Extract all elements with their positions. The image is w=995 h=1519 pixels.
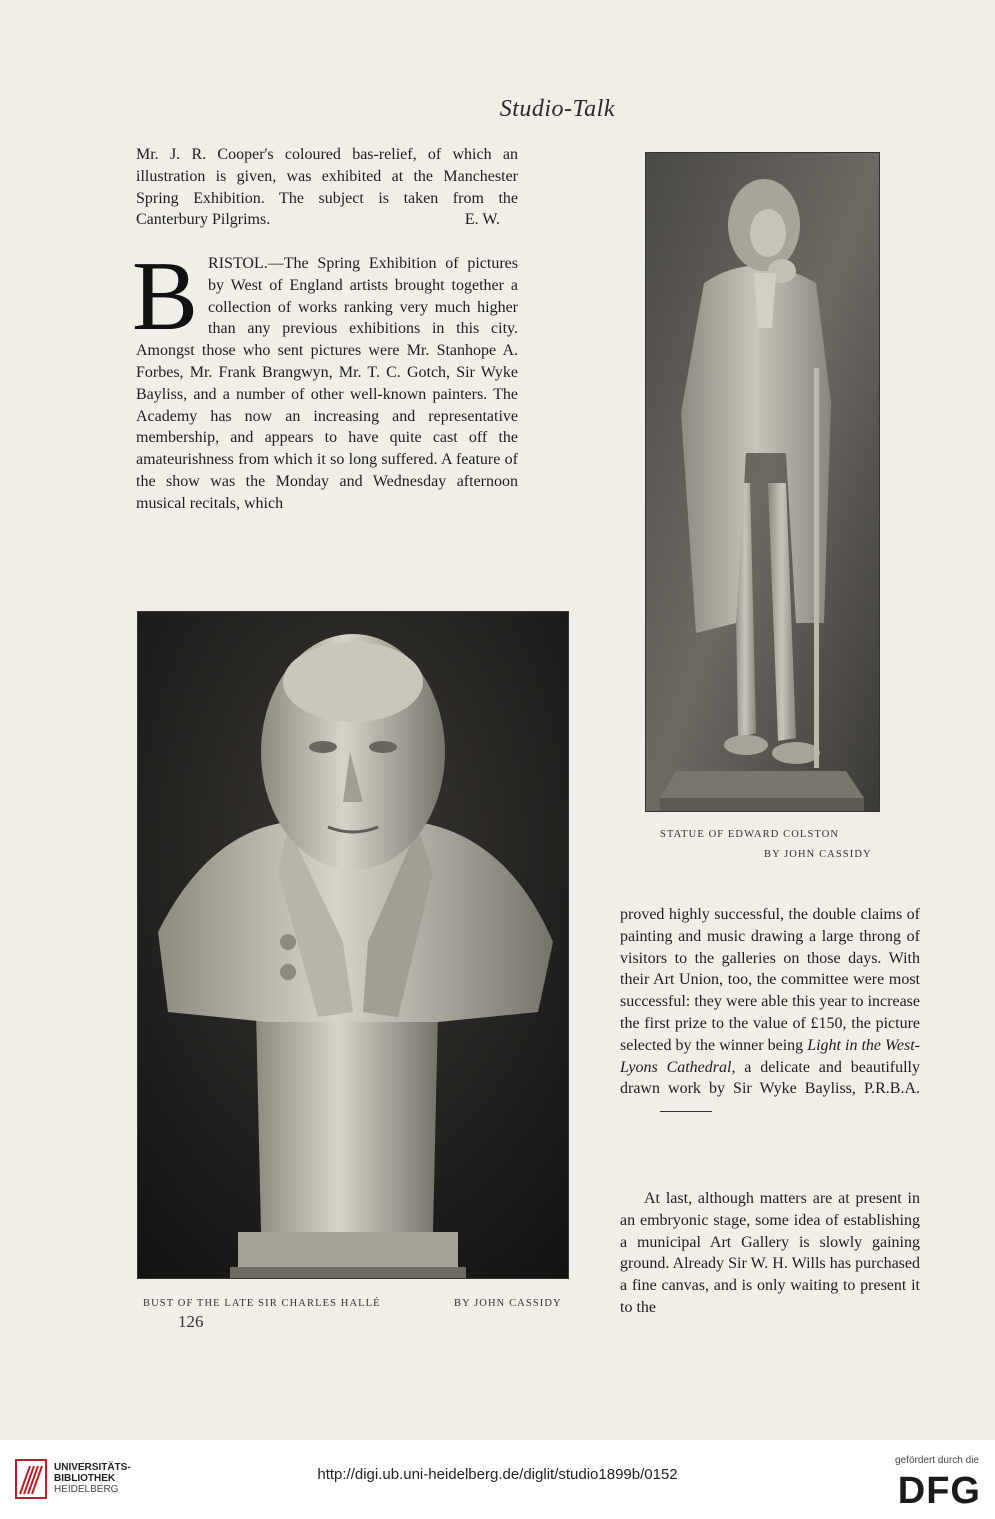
page-number: 126 [178,1312,204,1331]
paragraph-cooper [136,144,518,231]
paragraph-text: proved highly successful, the double claims of painting and music drawing a large throng of visitors to the galleries on those days. With their Art Union, too, the committee were most successful: they were able this year to increase the first prize to the value of £150, the picture selected by the winner being [620,906,920,1054]
dfg-logo: DFG [897,1470,981,1512]
paragraph-bristol [132,242,518,515]
paragraph-text: At last, although matters are at present in an embryonic stage, some idea of establishing a municipal Art Gallery is slowly gaining ground. Already Sir W. H. Wills has purchased a fine canvas, and is only waiting to present it to the [620,1190,920,1316]
statue-photograph [645,152,880,812]
bust-caption-title: BUST OF THE LATE SIR CHARLES HALLÉ [143,1298,381,1309]
running-header: Studio-Talk [499,96,615,122]
library-line-3: HEIDELBERG [54,1484,119,1495]
paragraph-art-union [620,904,920,1122]
paragraph-text: Mr. J. R. Cooper's coloured bas-relief, of which an illustration is given, was exhibited at the Manchester Spring Exhibition. The subject is taken from the Canterbury Pilgrims. [136,146,518,229]
library-line-2: BIBLIOTHEK [54,1473,116,1484]
paragraph-text: RISTOL.—The Spring Exhibition of pictures by West of England artists brought together a collection of works ranking very much higher than any previous exhibitions in this city. Amongst those who sent pictures were Mr. Stanhope A. Forbes, Mr. Frank Brangwyn, Mr. T. C. Gotch, Sir Wyke Bayliss, and a number of other well-known painters. The Academy has now an increasing and representative membership, and appears to have quite cast off the amateurishness from which it so long suffered. A feature of the show was the Monday and Wednesday afternoon musical recitals, which [136,255,518,512]
paragraph-text-cont: , a delicate and beautifully drawn work by Sir Wyke Bayliss, P.R.B.A. [620,1058,921,1098]
paragraph-municipal-gallery [620,1188,920,1319]
bust-caption-artist: BY JOHN CASSIDY [454,1298,562,1309]
funding-note: gefördert durch die [895,1455,979,1466]
author-signature: E. W. [464,211,500,229]
statue-caption-title: STATUE OF EDWARD COLSTON [660,829,840,840]
statue-caption-artist: BY JOHN CASSIDY [764,849,872,860]
statue-image [646,153,879,811]
section-rule [660,1111,712,1112]
bust-photograph [137,611,569,1279]
drop-cap: B [132,242,199,351]
library-line-1: UNIVERSITÄTS- [54,1462,131,1473]
bust-image [138,612,568,1278]
artwork-title: Light in the West-Lyons Cathedral [620,1036,921,1076]
source-url-link[interactable]: http://digi.ub.uni-heidelberg.de/diglit/studio1899b/0152 [317,1466,678,1483]
